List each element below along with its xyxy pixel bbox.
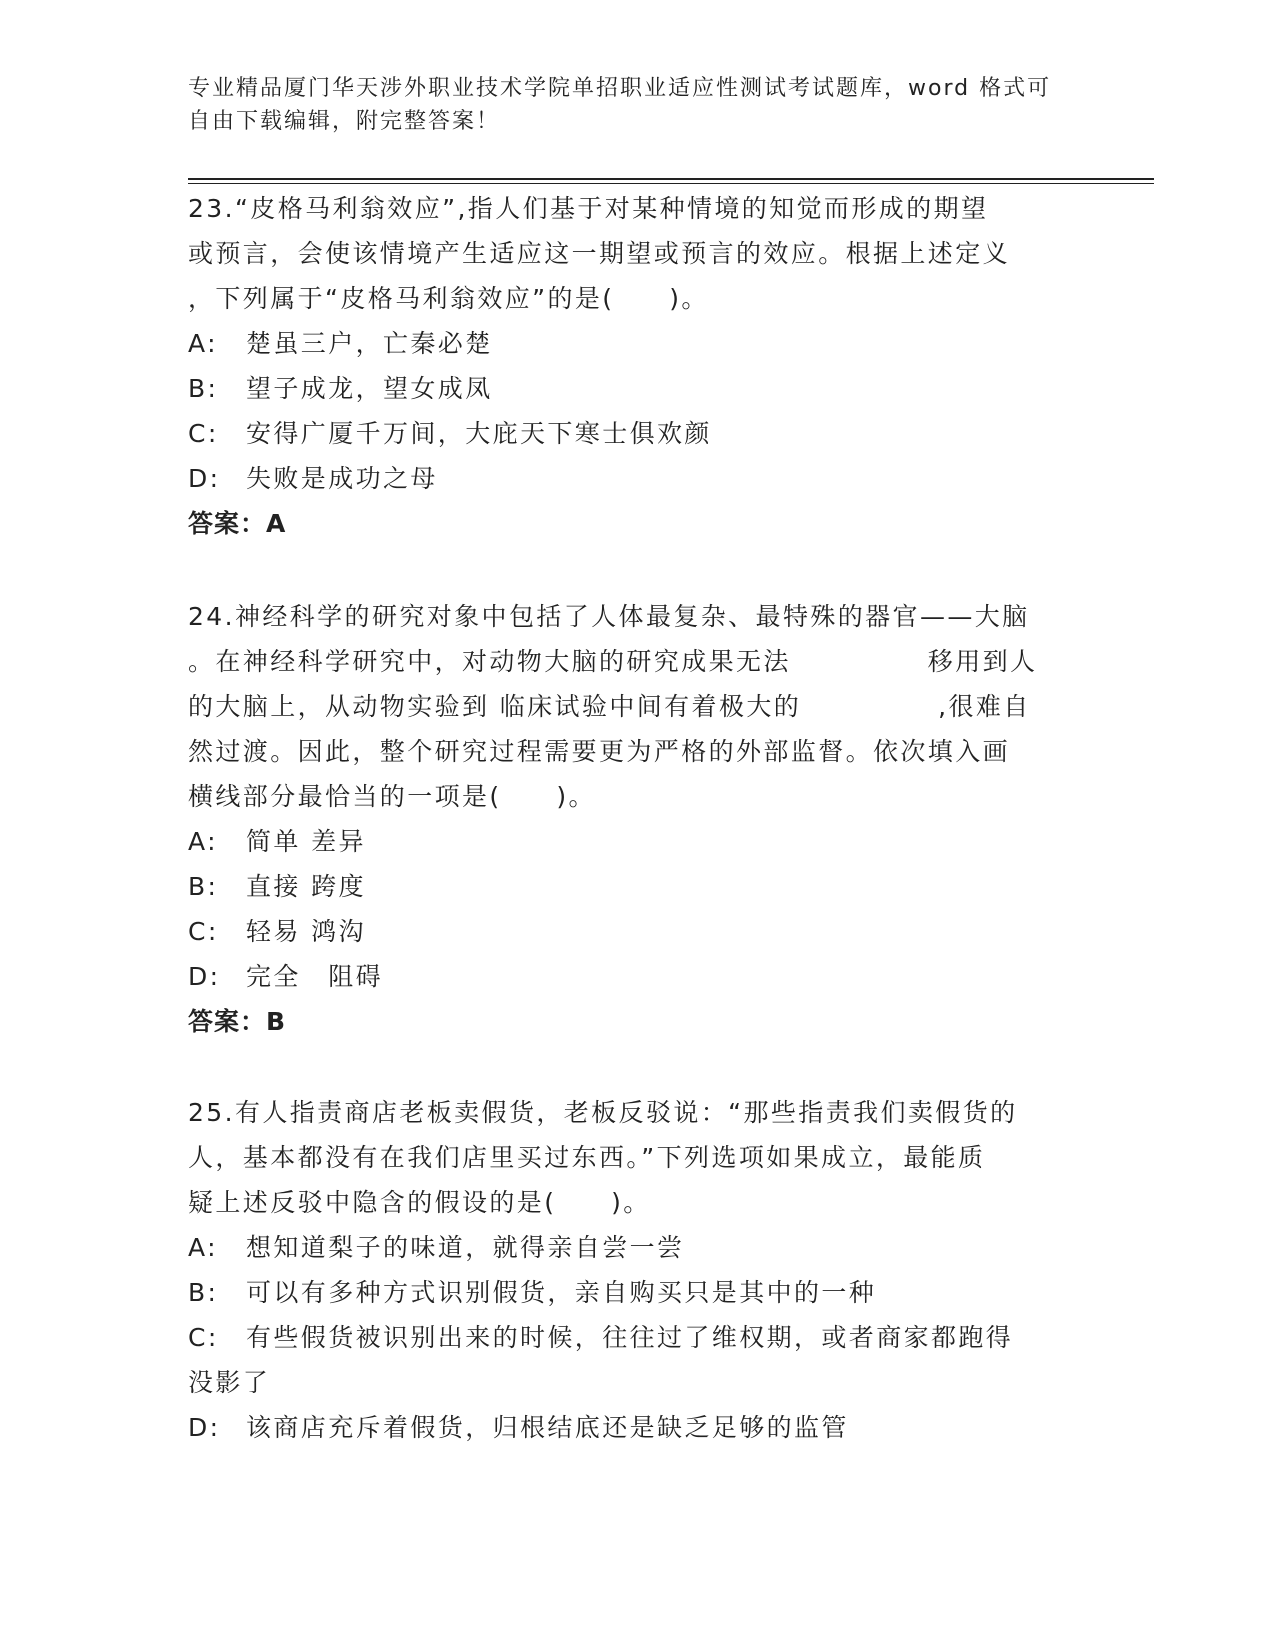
question-text-line: 24.神经科学的研究对象中包括了人体最复杂、最特殊的器官——大脑 (188, 602, 1030, 631)
option-c (188, 909, 1068, 954)
option-label: B: (188, 872, 219, 901)
answer-line: 答案：A (188, 509, 287, 538)
option-label: A: (188, 827, 218, 856)
option-c (188, 411, 1068, 456)
option-c-continued (188, 1360, 1068, 1405)
question-23 (188, 186, 1068, 546)
question-text-line: ，下列属于“皮格马利翁效应”的是( )。 (188, 284, 709, 313)
question-text-line: 或预言，会使该情境产生适应这一期望或预言的效应。根据上述定义 (188, 239, 1011, 268)
option-text: 轻易 鸿沟 (246, 917, 366, 946)
option-text: 没影了 (188, 1368, 271, 1397)
question-text-line: 然过渡。因此，整个研究过程需要更为严格的外部监督。依次填入画 (188, 737, 1011, 766)
option-text: 简单 差异 (246, 827, 366, 856)
option-label: C: (188, 1323, 219, 1352)
question-text-line: 疑上述反驳中隐含的假设的是( )。 (188, 1188, 651, 1217)
header-divider-thick (188, 178, 1154, 180)
question-25 (188, 1090, 1068, 1450)
question-24 (188, 594, 1068, 1044)
option-text: 可以有多种方式识别假货，亲自购买只是其中的一种 (246, 1278, 877, 1307)
page-header (188, 72, 1068, 138)
option-label: A: (188, 1233, 218, 1262)
option-a (188, 321, 1068, 366)
option-c (188, 1315, 1068, 1360)
option-text: 直接 跨度 (246, 872, 366, 901)
option-label: C: (188, 419, 219, 448)
option-text: 有些假货被识别出来的时候，往往过了维权期，或者商家都跑得 (246, 1323, 1014, 1352)
option-text: 失败是成功之母 (246, 464, 438, 493)
question-text-line: 人，基本都没有在我们店里买过东西。”下列选项如果成立，最能质 (188, 1143, 986, 1172)
option-a (188, 819, 1068, 864)
option-text: 完全 阻碍 (246, 962, 384, 991)
question-text-line: 横线部分最恰当的一项是( )。 (188, 782, 596, 811)
option-d (188, 954, 1068, 999)
option-label: B: (188, 374, 219, 403)
question-text-line: 的大脑上，从动物实验到 临床试验中间有着极大的 ,很难自 (188, 692, 1031, 721)
option-d (188, 1405, 1068, 1450)
option-label: D: (188, 464, 221, 493)
option-b (188, 1270, 1068, 1315)
option-label: D: (188, 1413, 221, 1442)
option-text: 该商店充斥着假货，归根结底还是缺乏足够的监管 (246, 1413, 849, 1442)
option-b (188, 366, 1068, 411)
option-d (188, 456, 1068, 501)
option-text: 楚虽三户，亡秦必楚 (246, 329, 493, 358)
question-text-line: 。在神经科学研究中，对动物大脑的研究成果无法 移用到人 (188, 647, 1038, 676)
header-line-1: 专业精品厦门华天涉外职业技术学院单招职业适应性测试考试题库，word 格式可 (188, 76, 1052, 101)
option-label: A: (188, 329, 218, 358)
option-text: 想知道梨子的味道，就得亲自尝一尝 (246, 1233, 685, 1262)
answer-line: 答案：B (188, 1007, 287, 1036)
question-text-line: 23.“皮格马利翁效应”,指人们基于对某种情境的知觉而形成的期望 (188, 194, 989, 223)
option-text: 望子成龙，望女成凤 (246, 374, 493, 403)
header-line-2: 自由下载编辑，附完整答案！ (188, 109, 501, 134)
option-label: C: (188, 917, 219, 946)
option-a (188, 1225, 1068, 1270)
option-text: 安得广厦千万间，大庇天下寒士俱欢颜 (246, 419, 712, 448)
header-divider-thin (188, 183, 1154, 184)
option-label: D: (188, 962, 221, 991)
question-text-line: 25.有人指责商店老板卖假货，老板反驳说：“那些指责我们卖假货的 (188, 1098, 1018, 1127)
option-label: B: (188, 1278, 219, 1307)
option-b (188, 864, 1068, 909)
